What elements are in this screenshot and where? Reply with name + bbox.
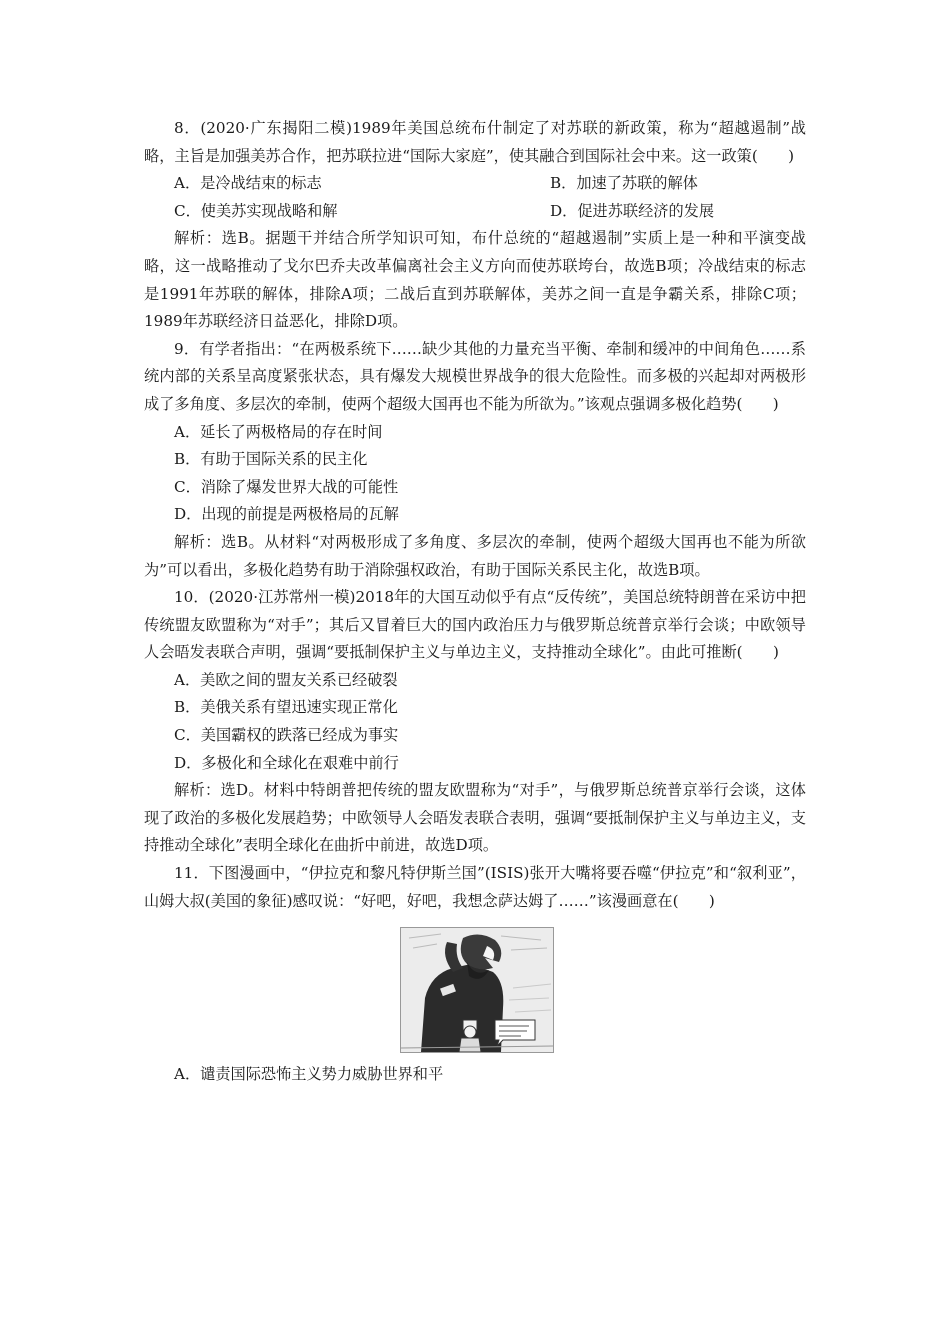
question-8-option-b: B．加速了苏联的解体 bbox=[550, 174, 698, 193]
cartoon-illustration bbox=[400, 927, 554, 1053]
question-8-option-c: C．使美苏实现战略和解 bbox=[174, 201, 338, 220]
cartoon-drawing bbox=[401, 928, 553, 1052]
question-9-option-b: B．有助于国际关系的民主化 bbox=[174, 450, 368, 469]
question-8-analysis: 解析：选B。据题干并结合所学知识可知，布什总统的“超越遏制”实质上是一种和平演变战略，这一战略推动了戈尔巴乔夫改革偏离社会主义方向而使苏联垮台，故选B项；冷战结束的标志是1991年苏联的解体，排除A项；二战后直到苏联解体，美苏之间一直是争霸关系，排除C项；1989年苏联经济日益恶化，排除D项。 bbox=[144, 229, 806, 331]
question-10-analysis: 解析：选D。材料中特朗普把传统的盟友欧盟称为“对手”，与俄罗斯总统普京举行会谈，这体现了政治的多极化发展趋势；中欧领导人会晤发表联合表明，强调“要抵制保护主义与单边主义，支持推动全球化”表明全球化在曲折中前进，故选D项。 bbox=[144, 781, 806, 855]
question-11-stem: 11．下图漫画中，“伊拉克和黎凡特伊斯兰国”(ISIS)张开大嘴将要吞噬“伊拉克”和“叙利亚”，山姆大叔(美国的象征)感叹说：“好吧，好吧，我想念萨达姆了……”该漫画意在( ) bbox=[144, 864, 806, 910]
question-8-option-d: D．促进苏联经济的发展 bbox=[550, 201, 715, 220]
question-8-option-a: A．是冷战结束的标志 bbox=[174, 174, 322, 193]
document-page bbox=[144, 115, 806, 1089]
question-11-option-a: A．谴责国际恐怖主义势力威胁世界和平 bbox=[174, 1065, 444, 1084]
question-10-stem: 10．(2020·江苏常州一模)2018年的大国互动似乎有点“反传统”，美国总统特朗普在采访中把传统盟友欧盟称为“对手”；其后又冒着巨大的国内政治压力与俄罗斯总统普京举行会谈；中欧领导人会晤发表联合声明，强调“要抵制保护主义与单边主义，支持推动全球化”。由此可推断( ) bbox=[144, 588, 806, 662]
question-9-option-a: A．延长了两极格局的存在时间 bbox=[174, 422, 383, 441]
question-9-analysis: 解析：选B。从材料“对两极形成了多角度、多层次的牵制，使两个超级大国再也不能为所欲为”可以看出，多极化趋势有助于消除强权政治，有助于国际关系民主化，故选B项。 bbox=[144, 532, 806, 579]
question-9-option-d: D．出现的前提是两极格局的瓦解 bbox=[174, 505, 399, 524]
question-9-stem: 9．有学者指出：“在两极系统下……缺少其他的力量充当平衡、牵制和缓冲的中间角色……系统内部的关系呈高度紧张状态，具有爆发大规模世界战争的很大危险性。而多极的兴起却对两极形成了多角度、多层次的牵制，使两个超级大国再也不能为所欲为。”该观点强调多极化趋势( ) bbox=[144, 339, 806, 413]
question-8-stem: 8．(2020·广东揭阳二模)1989年美国总统布什制定了对苏联的新政策，称为“超越遏制”战略，主旨是加强美苏合作，把苏联拉进“国际大家庭”，使其融合到国际社会中来。这一政策( ) bbox=[144, 119, 806, 165]
question-10-option-c: C．美国霸权的跌落已经成为事实 bbox=[174, 726, 399, 745]
question-8-options-row-1 bbox=[144, 170, 806, 198]
question-8-options-row-2 bbox=[144, 198, 806, 226]
question-9-option-c: C．消除了爆发世界大战的可能性 bbox=[174, 477, 399, 496]
question-10-option-b: B．美俄关系有望迅速实现正常化 bbox=[174, 698, 398, 717]
question-10-option-d: D．多极化和全球化在艰难中前行 bbox=[174, 753, 399, 772]
question-10-option-a: A．美欧之间的盟友关系已经破裂 bbox=[174, 670, 398, 689]
